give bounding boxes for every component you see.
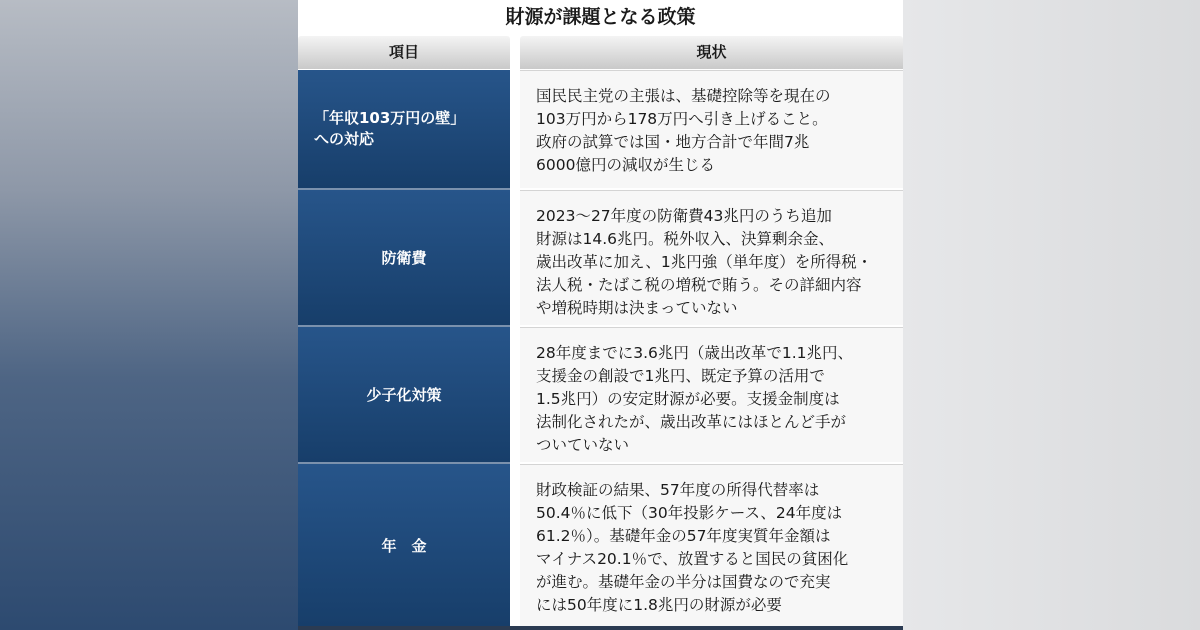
header-status: 現状 — [520, 36, 903, 69]
row-item-line: 防衛費 — [381, 249, 427, 267]
row-item-pension — [298, 464, 510, 626]
row-status-line: 財政検証の結果、57年度の所得代替率は — [536, 481, 820, 499]
row-item-defense — [298, 190, 510, 325]
row-item-line: 少子化対策 — [366, 386, 442, 404]
row-item-birthrate — [298, 327, 510, 462]
background-left — [0, 0, 298, 630]
row-status-line: 6000億円の減収が生じる — [536, 156, 715, 174]
row-status-line: 財源は14.6兆円。税外収入、決算剰余金、 — [536, 230, 835, 248]
policy-table-card — [298, 0, 903, 630]
row-status-income-wall — [520, 70, 903, 188]
row-status-line: 政府の試算では国・地方合計で年間7兆 — [536, 133, 810, 151]
row-status-line: 歳出改革に加え、1兆円強（単年度）を所得税・ — [536, 253, 873, 271]
row-status-line: 103万円から178万円へ引き上げること。 — [536, 110, 828, 128]
row-status-line: 支援金の創設で1兆円、既定予算の活用で — [536, 367, 825, 385]
row-status-line: 国民民主党の主張は、基礎控除等を現在の — [536, 87, 831, 105]
bottom-bar — [298, 626, 903, 630]
header-item: 項目 — [298, 36, 510, 69]
background-right — [903, 0, 1200, 630]
row-status-defense — [520, 190, 903, 325]
row-status-line: や増税時期は決まっていない — [536, 299, 738, 317]
row-status-line: 法制化されたが、歳出改革にはほとんど手が — [536, 413, 847, 431]
row-status-line: 28年度までに3.6兆円（歳出改革で1.1兆円、 — [536, 344, 854, 362]
row-status-line: 法人税・たばこ税の増税で賄う。その詳細内容 — [536, 276, 862, 294]
row-status-line: には50年度に1.8兆円の財源が必要 — [536, 596, 782, 614]
table-title: 財源が課題となる政策 — [505, 6, 696, 28]
row-item-line: 「年収103万円の壁」 — [314, 109, 466, 127]
row-status-pension — [520, 464, 903, 626]
row-item-line: への対応 — [314, 130, 375, 148]
row-status-line: 50.4％に低下（30年投影ケース、24年度は — [536, 504, 843, 522]
row-status-line: 2023～27年度の防衛費43兆円のうち追加 — [536, 207, 832, 225]
row-status-line: ついていない — [536, 436, 630, 454]
row-item-line: 年 金 — [381, 536, 427, 555]
row-item-income-wall — [298, 70, 510, 188]
row-status-line: 61.2％）。基礎年金の57年度実質年金額は — [536, 527, 831, 545]
row-status-birthrate — [520, 327, 903, 462]
row-status-line: が進む。基礎年金の半分は国費なので充実 — [536, 573, 831, 591]
row-status-line: マイナス20.1％で、放置すると国民の貧困化 — [536, 550, 849, 568]
row-status-line: 1.5兆円）の安定財源が必要。支援金制度は — [536, 390, 840, 408]
